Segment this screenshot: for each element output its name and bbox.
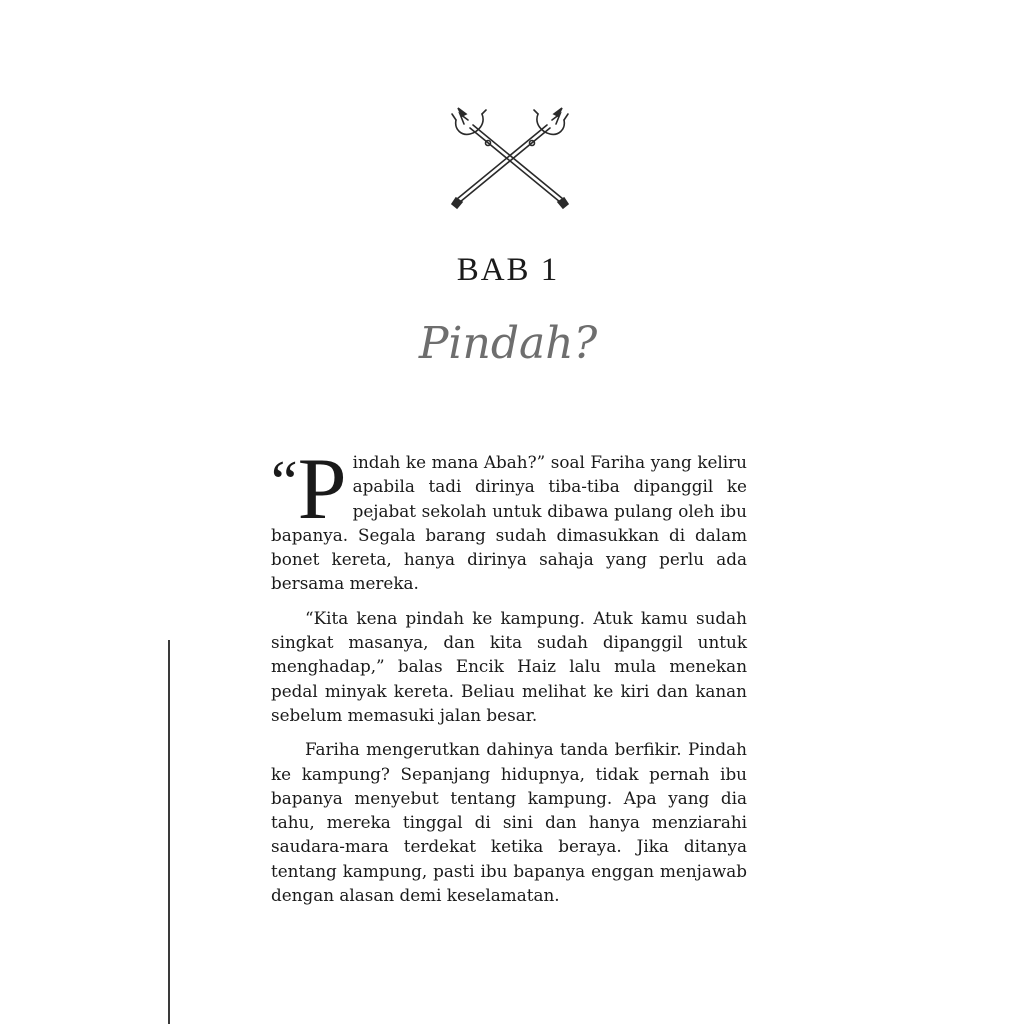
paragraph-2: “Kita kena pindah ke kampung. Atuk kamu sudah singkat masanya, dan kita sudah dipanggil untuk menghadap,” balas Encik Haiz lalu mula menekan pedal minyak kereta. Beliau melihat ke kiri dan kanan sebelum memasuki jalan besar. bbox=[271, 607, 747, 725]
chapter-title: Pindah? bbox=[418, 318, 598, 369]
page-gutter-line bbox=[168, 640, 170, 1024]
paragraph-3: Fariha mengerutkan dahinya tanda berfikir. Pindah ke kampung? Sepanjang hidupnya, tidak pernah ibu bapanya menyebut tentang kampung. Apa yang dia tahu, mereka tinggal di sini dan hanya menziarahi saudara-mara terdekat ketika beraya. Jika ditanya tentang kampung, pasti ibu bapanya enggan menjawab dengan alasan demi keselamatan. bbox=[271, 739, 747, 906]
drop-cap bbox=[271, 441, 347, 538]
chapter-number: BAB 1 bbox=[456, 252, 560, 288]
paragraph-1-text: indah ke mana Abah?” soal Fariha yang keliru apabila tadi dirinya tiba-tiba dipanggil ke pejabat sekolah untuk dibawa pulang oleh ibu bapanya. Segala barang sudah dimasukkan di dalam bonet kereta, hanya dirinya sahaja yang perlu ada bersama mereka. bbox=[271, 452, 747, 594]
crossed-tridents-icon bbox=[448, 106, 572, 212]
drop-cap-letter: P bbox=[297, 441, 347, 538]
chapter-body bbox=[271, 441, 747, 917]
drop-cap-quote: “ bbox=[271, 449, 298, 515]
paragraph-1 bbox=[271, 441, 747, 596]
